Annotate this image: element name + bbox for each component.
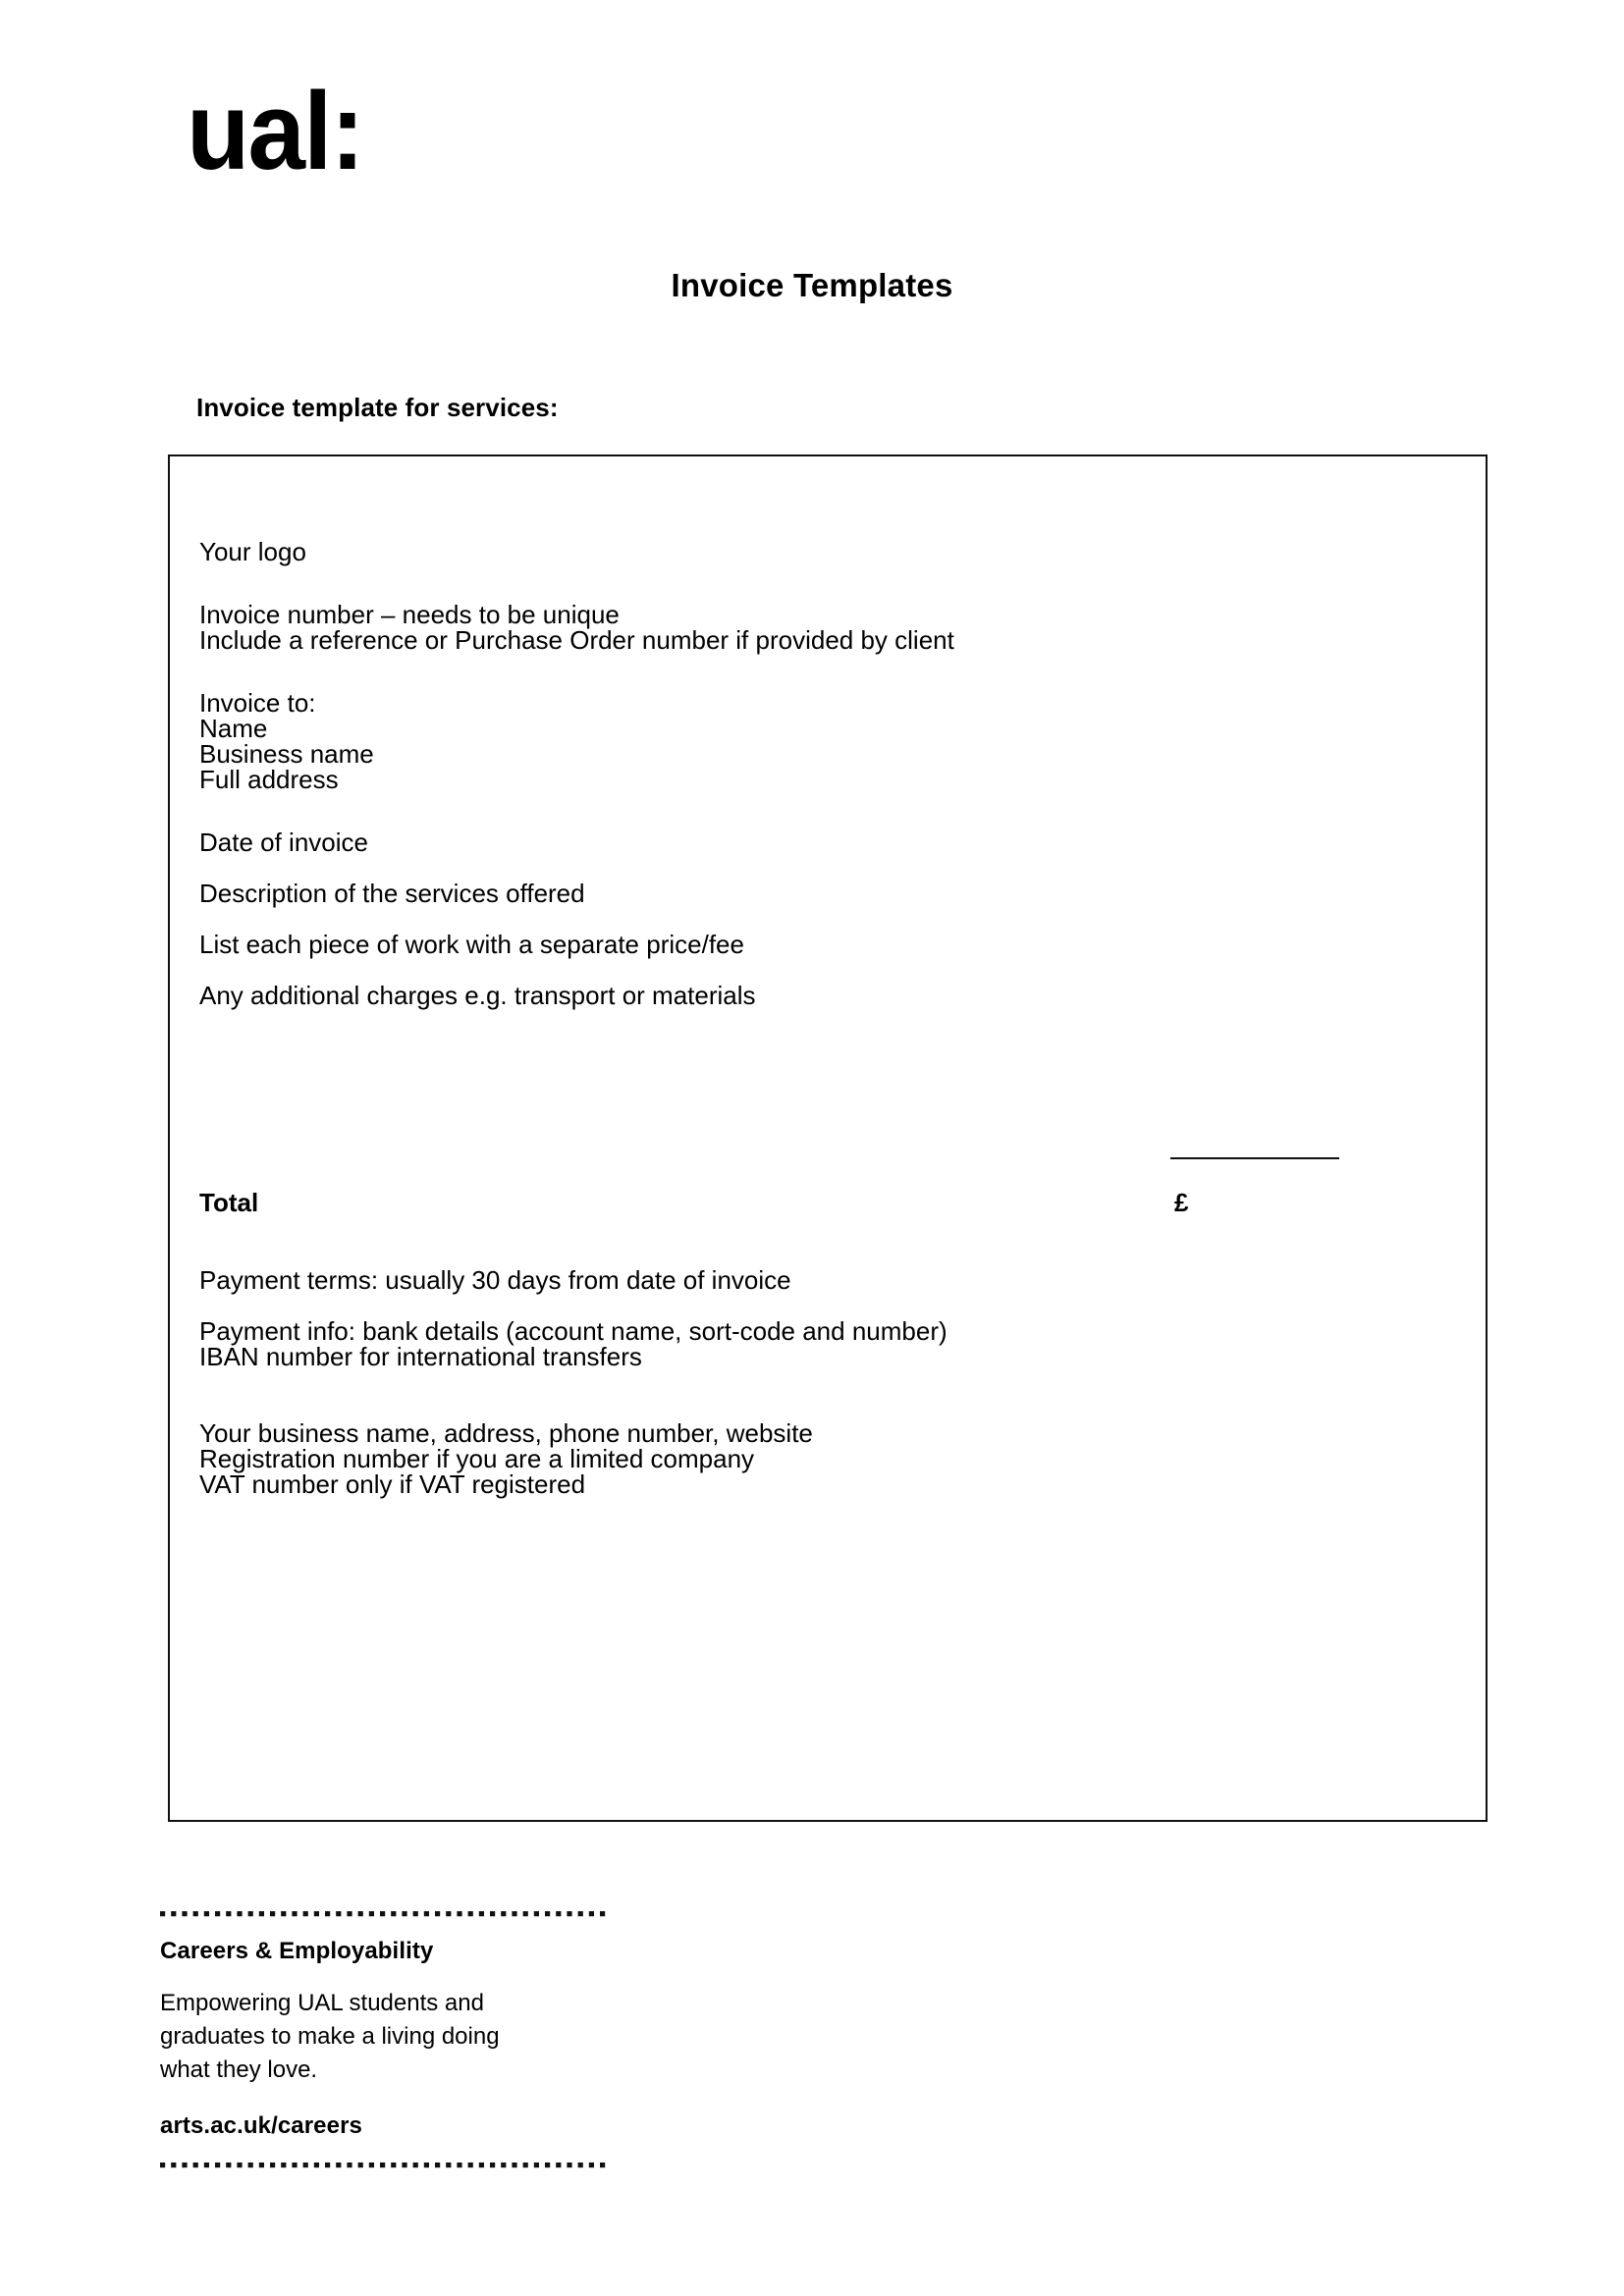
invoice-template-line: Payment info: bank details (account name, sort-code and number): [199, 1316, 947, 1346]
invoice-template-line: Business name: [199, 739, 374, 769]
invoice-template-line: Name: [199, 714, 268, 743]
invoice-template-line: Include a reference or Purchase Order number if provided by client: [199, 625, 954, 655]
total-currency-symbol: £: [1174, 1188, 1189, 1217]
invoice-template-line: Registration number if you are a limited company: [199, 1444, 755, 1473]
footer: [160, 1904, 622, 2175]
invoice-template-line: Invoice to:: [199, 688, 316, 718]
invoice-template-line: Total: [199, 1188, 259, 1217]
invoice-template-line: Your business name, address, phone number, website: [199, 1418, 813, 1448]
footer-description: Empowering UAL students and graduates to make a living doing what they love.: [160, 1990, 500, 2083]
dotted-square-divider-icon-top: [160, 1904, 607, 1924]
invoice-template-content: [170, 456, 1486, 1820]
invoice-template-line: Your logo: [199, 537, 306, 566]
invoice-template-line: Payment terms: usually 30 days from date of invoice: [199, 1265, 791, 1295]
section-heading-invoice-template-for-services: Invoice template for services:: [196, 393, 559, 422]
invoice-template-box: [168, 454, 1488, 1822]
invoice-template-line: List each piece of work with a separate price/fee: [199, 930, 744, 959]
total-amount-rule: [1170, 1157, 1339, 1159]
invoice-template-line: Date of invoice: [199, 828, 368, 857]
invoice-template-line: IBAN number for international transfers: [199, 1342, 642, 1371]
page-title: Invoice Templates: [671, 267, 953, 303]
invoice-template-line: Invoice number – needs to be unique: [199, 600, 620, 629]
invoice-template-line: Description of the services offered: [199, 879, 585, 908]
invoice-template-line: Any additional charges e.g. transport or materials: [199, 981, 756, 1010]
footer-heading: Careers & Employability: [160, 1938, 434, 1964]
invoice-template-line: Full address: [199, 765, 339, 794]
ual-logo: ual:: [187, 70, 363, 192]
footer-url-link[interactable]: arts.ac.uk/careers: [160, 2112, 362, 2139]
invoice-template-line: VAT number only if VAT registered: [199, 1469, 586, 1499]
dotted-square-divider-icon-bottom: [160, 2156, 607, 2175]
